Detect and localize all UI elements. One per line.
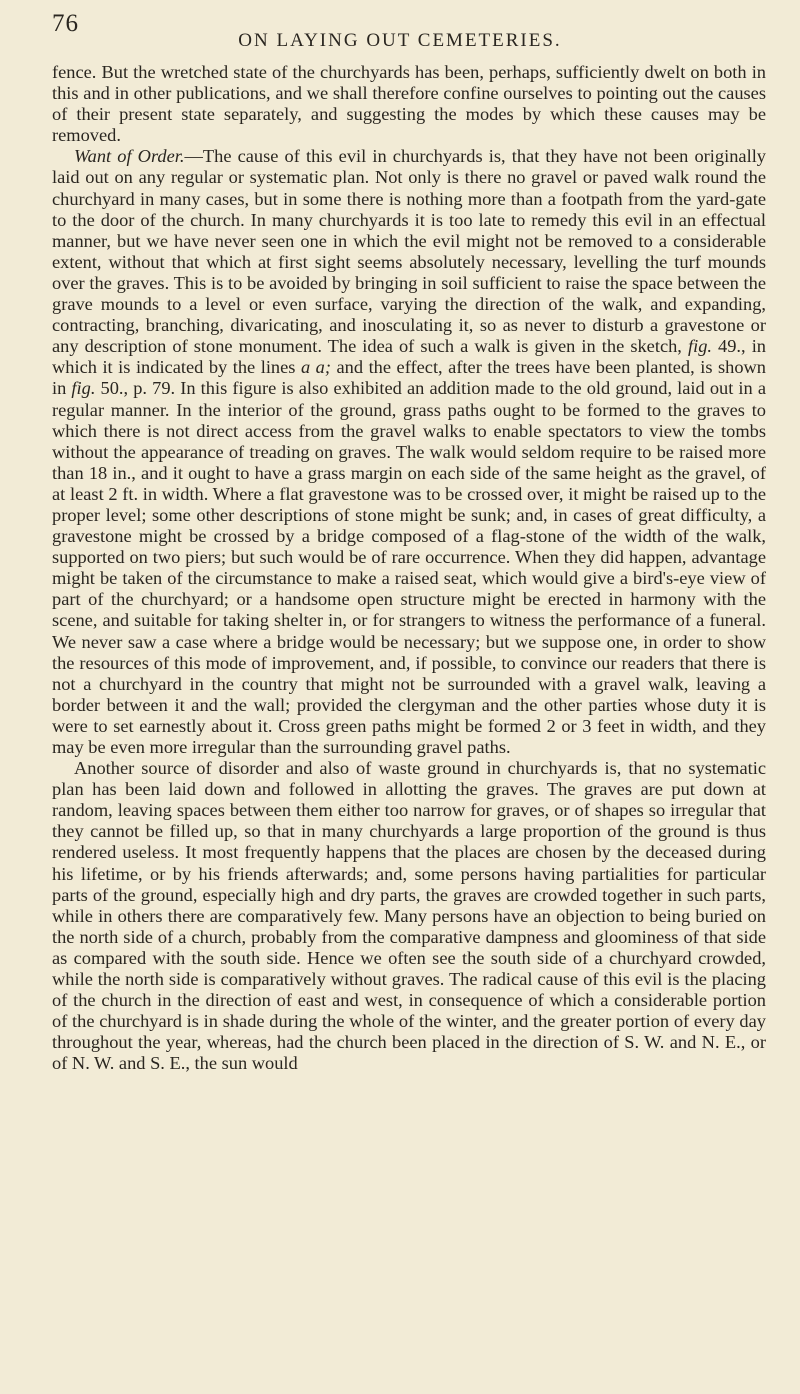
figure-label: a a; (300, 357, 331, 378)
paragraph-text: and the effect, after the trees have been planted, is shown in (52, 357, 767, 399)
figure-reference: fig. (71, 378, 96, 399)
paragraph-text: 49., in which it is indicated by the lines (52, 336, 766, 378)
body-text (52, 62, 766, 1075)
paragraph-text: —The cause of this evil in churchyards is, that they have not been originally laid out on any regular or systematic plan. Not only is there no gravel or paved walk round the churchyard in many cases, but in some there is nothing more than a footpath from the yard-gate to the door of the church. In many churchyards it is too late to remedy this evil in an effectual manner, but we have never seen one in which the evil might not be removed to a considerable extent, without that which at first sight seems absolutely necessary, levelling the turf mounds over the graves. This is to be avoided by bringing in soil sufficient to raise the space between the grave mounds to a level or even surface, varying the direction of the walk, and expanding, contracting, branching, divaricating, and inosculating it, so as never to disturb a gravestone or any description of stone monument. The idea of such a walk is given in the sketch, (52, 146, 766, 357)
paragraph-text: 50., p. 79. In this figure is also exhibited an addition made to the old ground, laid out in a regular manner. In the interior of the ground, grass paths ought to be formed to the graves to which there is not direct access from the gravel walks to enable spectators to view the tombs without the appearance of treading on graves. The walk would seldom require to be raised more than 18 in., and it ought to have a grass margin on each side of the same height as the gravel, of at least 2 ft. in width. Where a flat gravestone was to be crossed over, it might be raised up to the proper level; some other descriptions of stone might be sunk; and, in cases of great difficulty, a gravestone might be crossed by a bridge composed of a flag-stone of the width of the walk, supported on two piers; but such would be of rare occurrence. When they did happen, advantage might be taken of the circumstance to make a raised seat, which would give a bird's-eye view of part of the churchyard; or a handsome open structure might be erected in harmony with the scene, and suitable for taking shelter in, or for strangers to witness the performance of a funeral. We never saw a case where a bridge would be necessary; but we suppose one, in order to show the resources of this mode of improvement, and, if possible, to convince our readers that there is not a churchyard in the country that might not be surrounded with a gravel walk, leaving a border between it and the wall; provided the clergyman and the other parties whose duty it is were to set earnestly about it. Cross green paths might be formed 2 or 3 feet in width, and they may be even more irregular than the surrounding gravel paths. (52, 378, 767, 757)
section-heading: Want of Order. (74, 146, 185, 167)
page-number: 76 (52, 10, 79, 37)
paragraph-want-of-order (52, 146, 766, 758)
running-head-title: ON LAYING OUT CEMETERIES. (238, 30, 562, 51)
figure-reference: fig. (687, 336, 712, 357)
paragraph-continuation: fence. But the wretched state of the churchyards has been, perhaps, sufficiently dwelt on both in this and in other publications, and we shall therefore confine ourselves to pointing out the causes of their present state separately, and suggesting the modes by which these causes may be removed. (52, 62, 766, 146)
paragraph-disorder: Another source of disorder and also of waste ground in churchyards is, that no systematic plan has been laid down and followed in allotting the graves. The graves are put down at random, leaving spaces between them either too narrow for graves, or of shapes so irregular that they cannot be filled up, so that in many churchyards a large proportion of the ground is thus rendered useless. It most frequently happens that the places are chosen by the deceased during his lifetime, or by his friends afterwards; and, some persons having partialities for particular parts of the ground, especially high and dry parts, the graves are crowded together in such parts, while in others there are comparatively few. Many persons have an objection to being buried on the north side of a church, probably from the comparative dampness and gloominess of that side as compared with the south side. Hence we often see the south side of a churchyard crowded, while the north side is comparatively without graves. The radical cause of this evil is the placing of the church in the direction of east and west, in consequence of which a considerable portion of the churchyard is in shade during the whole of the winter, and the greater portion of every day throughout the year, whereas, had the church been placed in the direction of S. W. and N. E., or of N. W. and S. E., the sun would (52, 758, 766, 1074)
